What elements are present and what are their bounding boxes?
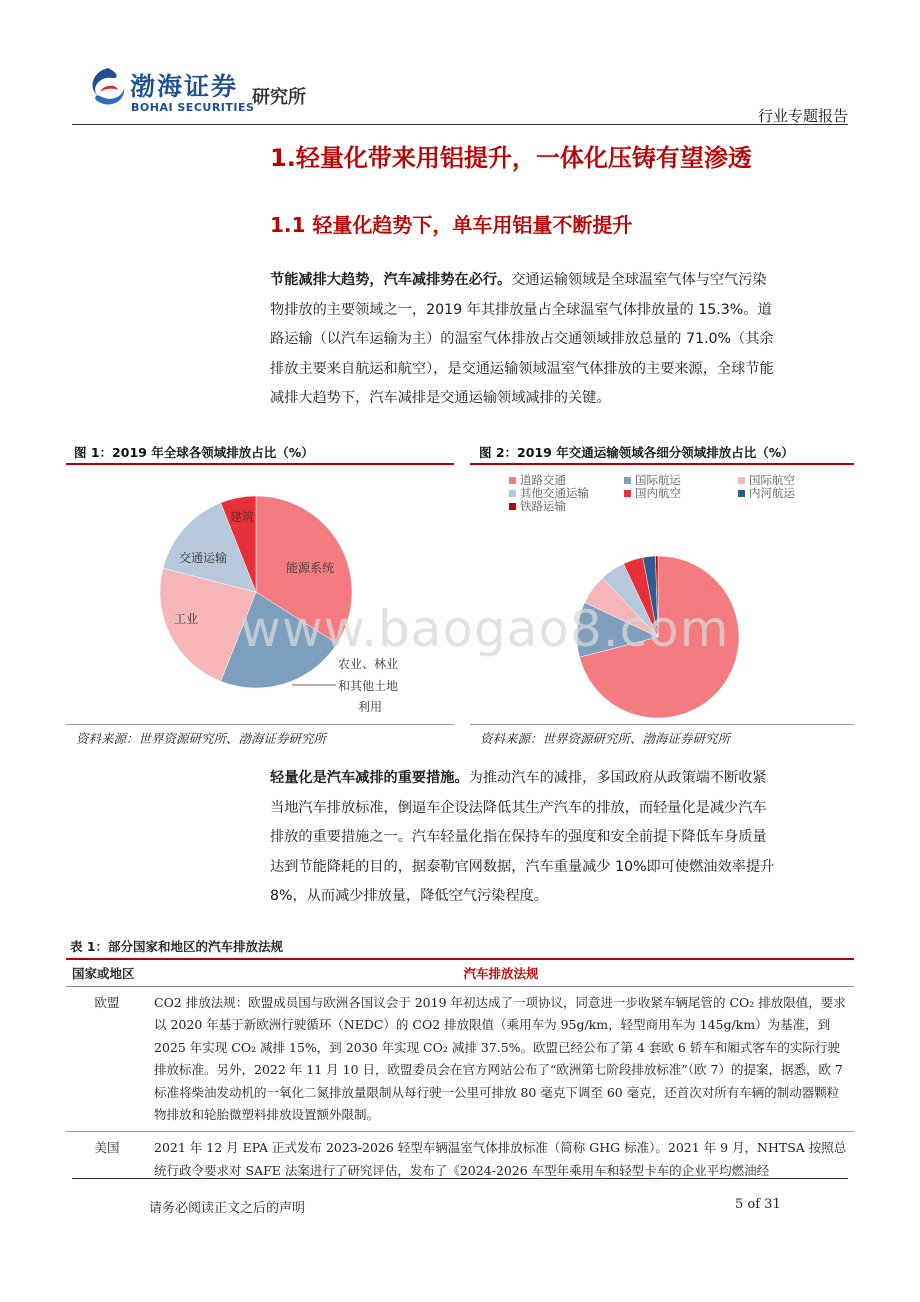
institute-name: 研究所 xyxy=(252,87,306,108)
para2-line: 为推动汽车的减排，多国政府从政策端不断收紧 xyxy=(468,770,767,786)
para2-line: 达到节能降耗的目的，据泰勒官网数据，汽车重量减少 10%即可使燃油效率提升 xyxy=(270,858,775,875)
figure1-pie xyxy=(160,496,352,688)
para2-bold: 轻量化是汽车减排的重要措施。 xyxy=(270,770,469,786)
heading-2: 1.1 轻量化趋势下，单车用铝量不断提升 xyxy=(270,213,633,237)
figure1-bottom-rule xyxy=(66,724,454,725)
legend-label: 其他交通运输 xyxy=(520,486,589,500)
table1-title: 表 1：部分国家和地区的汽车排放法规 xyxy=(70,939,284,954)
legend-swatch xyxy=(624,477,631,484)
legend-item xyxy=(738,485,795,501)
page-number: 5 of 31 xyxy=(735,1197,781,1212)
figure2-title: 图 2：2019 年交通运输领域各细分领域排放占比（%） xyxy=(479,445,794,460)
legend-swatch xyxy=(509,477,516,484)
logo-cn: 渤海证券 xyxy=(130,72,239,101)
legend-label: 道路交通 xyxy=(520,473,566,487)
legend-swatch xyxy=(509,490,516,497)
para2-line: 8%，从而减少排放量，降低空气污染程度。 xyxy=(270,888,548,904)
table-row xyxy=(66,987,854,1132)
figure1-title: 图 1：2019 年全球各领域排放占比（%） xyxy=(74,445,314,460)
heading-1: 1.轻量化带来用铝提升，一体化压铸有望渗透 xyxy=(270,144,752,172)
para2-line: 排放的重要措施之一。汽车轻量化指在保持车的强度和安全前提下降低车身质量 xyxy=(270,829,767,845)
table-cell-region: 欧盟 xyxy=(66,987,148,1132)
para1-line: 排放主要来自航运和航空），是交通运输领域温室气体排放的主要来源，全球节能 xyxy=(270,360,774,377)
legend-swatch xyxy=(738,477,745,484)
pie1-label-building: 建筑 xyxy=(230,510,255,524)
legend-label: 国际航空 xyxy=(749,473,795,487)
figure1-source: 资料来源：世界资源研究所、渤海证券研究所 xyxy=(76,731,327,746)
bohai-logo-mark-icon xyxy=(86,66,128,114)
para2-line: 当地汽车排放标准，倒逼车企设法降低其生产汽车的排放，而轻量化是减少汽车 xyxy=(270,799,767,816)
table-cell-region: 美国 xyxy=(94,1140,120,1156)
table-cell-text: CO2 排放法规：欧盟成员国与欧洲各国议会于 2019 年初达成了一项协议，同意进一步收紧车辆尾管的 CO₂ 排放限值，要求以 2020 年基于新欧洲行驶循环（NEDC）的 CO2 排放限值（乘用车为 95g/km，轻型商用车为 145g/km）为基准，到 2025 年实现 CO₂ 减排 15%，到 2030 年实现 CO₂ 减排 37.5%。欧盟已经公布了第 4 套欧 6 轿车和厢式客车的实际行驶排放标准。另外，2022 年 11 月 10 日，欧盟委员会在官方网站公布了“欧洲第七阶段排放标准”（欧 7）的提案，据悉，欧 7 标准将柴油发动机的一氧化二氮排放量限制从每行驶一公里可排放 80 毫克下调至 60 毫克，还首次对所有车辆的制动器颗粒物排放和轮胎微塑料排放设置额外限制。 xyxy=(148,987,854,1132)
legend-swatch xyxy=(624,490,631,497)
para1-line: 路运输（以汽车运输为主）的温室气体排放占交通领域排放总量的 71.0%（其余 xyxy=(270,331,774,347)
pie1-label-agri: 农业、林业 xyxy=(338,657,399,671)
legend-swatch xyxy=(509,503,516,510)
pie1-label-agri: 利用 xyxy=(358,700,383,714)
regulations-table xyxy=(66,958,854,1187)
legend-label: 铁路运输 xyxy=(520,499,566,513)
legend-label: 国际航运 xyxy=(635,473,681,487)
report-type: 行业专题报告 xyxy=(757,107,848,125)
figure2-top-rule xyxy=(470,463,854,465)
table-header-row xyxy=(66,959,854,987)
figure2-bottom-rule xyxy=(470,724,854,725)
pie1-label-transport: 交通运输 xyxy=(179,551,228,565)
para1-line: 物排放的主要领域之一，2019 年其排放量占全球温室气体排放量的 15.3%。道 xyxy=(270,301,772,318)
para1-line: 减排大趋势下，汽车减排是交通运输领域减排的关键。 xyxy=(270,390,611,406)
paragraph-2 xyxy=(270,764,838,912)
legend-label: 国内航空 xyxy=(635,486,681,500)
footer-divider xyxy=(72,1178,848,1179)
paragraph-1 xyxy=(270,266,838,414)
legend-swatch xyxy=(738,490,745,497)
legend-item xyxy=(624,485,681,501)
table-cell-text: 2021 年 12 月 EPA 正式发布 2023-2026 轻型车辆温室气体排放标准（简称 GHG 标准）。2021 年 9 月，NHTSA 按照总统行政令要求对 SAFE 法案进行了研究评估，发布了《2024-2026 车型年乘用车和轻型卡车的企业平均燃油经 xyxy=(154,1140,847,1178)
header-divider xyxy=(72,124,848,125)
figure1-chart xyxy=(66,466,456,722)
pie1-label-industry: 工业 xyxy=(174,612,199,626)
pie1-label-agri: 和其他土地 xyxy=(338,679,399,693)
table-header: 汽车排放法规 xyxy=(148,959,854,987)
table-header: 国家或地区 xyxy=(66,959,148,987)
legend-label: 内河航运 xyxy=(749,486,795,500)
para1-bold: 节能减排大趋势，汽车减排势在必行。 xyxy=(270,272,512,288)
para1-line: 交通运输领域是全球温室气体与空气污染 xyxy=(511,272,767,288)
watermark: www.baogao8.com xyxy=(240,600,730,658)
logo-en: BOHAI SECURITIES xyxy=(131,101,255,114)
figure2-source: 资料来源：世界资源研究所、渤海证券研究所 xyxy=(480,731,731,746)
pie1-label-energy: 能源系统 xyxy=(286,561,335,575)
figure1-top-rule xyxy=(66,463,454,465)
footer-disclaimer: 请务必阅读正文之后的声明 xyxy=(149,1201,306,1216)
